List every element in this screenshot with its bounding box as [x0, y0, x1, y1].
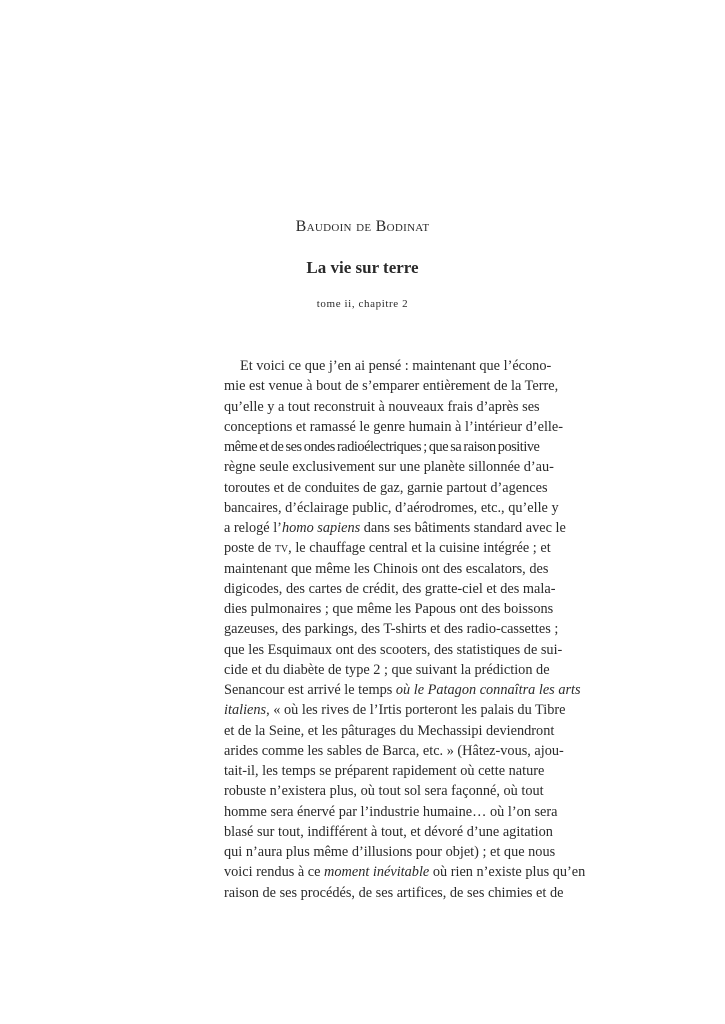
body-line: arides comme les sables de Barca, etc. » (Hâtez-vous, ajou-: [224, 742, 564, 759]
body-line: gazeuses, des parkings, des T-shirts et des radio-cassettes ;: [224, 621, 559, 638]
author-name: Baudoin de Bodinat: [295, 218, 430, 235]
body-line: et de la Seine, et les pâturages du Mechassipi deviendront: [224, 722, 555, 739]
italic-phrase: où le Patagon connaîtra les arts: [395, 682, 581, 698]
body-line: règne seule exclusivement sur une planète sillonnée d’au-: [224, 459, 554, 476]
body-line: que les Esquimaux ont des scooters, des statistiques de sui-: [224, 641, 563, 658]
body-line: blasé sur tout, indifférent à tout, et dévoré d’une agitation: [224, 823, 553, 840]
body-line: qu’elle y a tout reconstruit à nouveaux frais d’après ses: [224, 398, 540, 415]
italic-phrase: italiens: [224, 702, 267, 719]
body-line-segment: , « où les rives de l’Irtis porteront les palais du Tibre: [266, 702, 566, 719]
body-line-segment: voici rendus à ce: [224, 864, 325, 881]
body-line: [224, 700, 566, 720]
italic-phrase: homo sapiens: [281, 520, 361, 536]
body-line: mie est venue à bout de s’emparer entièrement de la Terre,: [224, 378, 559, 395]
body-line: Et voici ce que j’en ai pensé : maintenant que l’écono-: [240, 358, 552, 374]
body-line: tait-il, les temps se préparent rapidement où cette nature: [224, 763, 545, 779]
body-line-segment: poste de: [224, 540, 275, 557]
body-line-segment: dans ses bâtiments standard avec le: [360, 520, 566, 536]
body-line-segment: a relogé l’: [224, 520, 282, 536]
body-line-segment: où rien n’existe plus qu’en: [429, 864, 586, 881]
body-line-segment: Senancour est arrivé le temps: [224, 682, 396, 698]
body-line: maintenant que même les Chinois ont des escalators, des: [224, 560, 549, 577]
body-line: même et de ses ondes radioélectriques ; que sa raison positive: [224, 439, 540, 455]
body-line-segment: , le chauffage central et la cuisine intégrée ; et: [288, 540, 551, 557]
body-line: [224, 680, 581, 700]
body-line: digicodes, des cartes de crédit, des gratte-ciel et des mala-: [224, 580, 556, 597]
body-line: toroutes et de conduites de gaz, garnie partout d’agences: [224, 479, 548, 496]
body-line: cide et du diabète de type 2 ; que suivant la prédiction de: [224, 661, 550, 678]
body-line: bancaires, d’éclairage public, d’aérodromes, etc., qu’elle y: [224, 499, 559, 516]
body-line: raison de ses procédés, de ses artifices, de ses chimies et de: [224, 884, 564, 901]
body-line: homme sera énervé par l’industrie humaine… où l’on sera: [224, 803, 558, 820]
italic-phrase: moment inévitable: [324, 864, 430, 881]
body-line: qui n’aura plus même d’illusions pour objet) ; et que nous: [224, 844, 556, 860]
body-text: [224, 356, 586, 903]
body-line: [224, 518, 566, 538]
small-caps-abbreviation: tv: [274, 540, 289, 557]
body-line: [224, 862, 586, 882]
chapter-subtitle: tome ii, chapitre 2: [316, 298, 409, 310]
chapter-title: La vie sur terre: [306, 258, 419, 277]
body-line: dies pulmonaires ; que même les Papous ont des boissons: [224, 601, 554, 617]
body-line: robuste n’existera plus, où tout sol sera façonné, où tout: [224, 783, 544, 800]
body-line: [224, 538, 551, 558]
body-line: conceptions et ramassé le genre humain à l’intérieur d’elle-: [224, 418, 564, 435]
